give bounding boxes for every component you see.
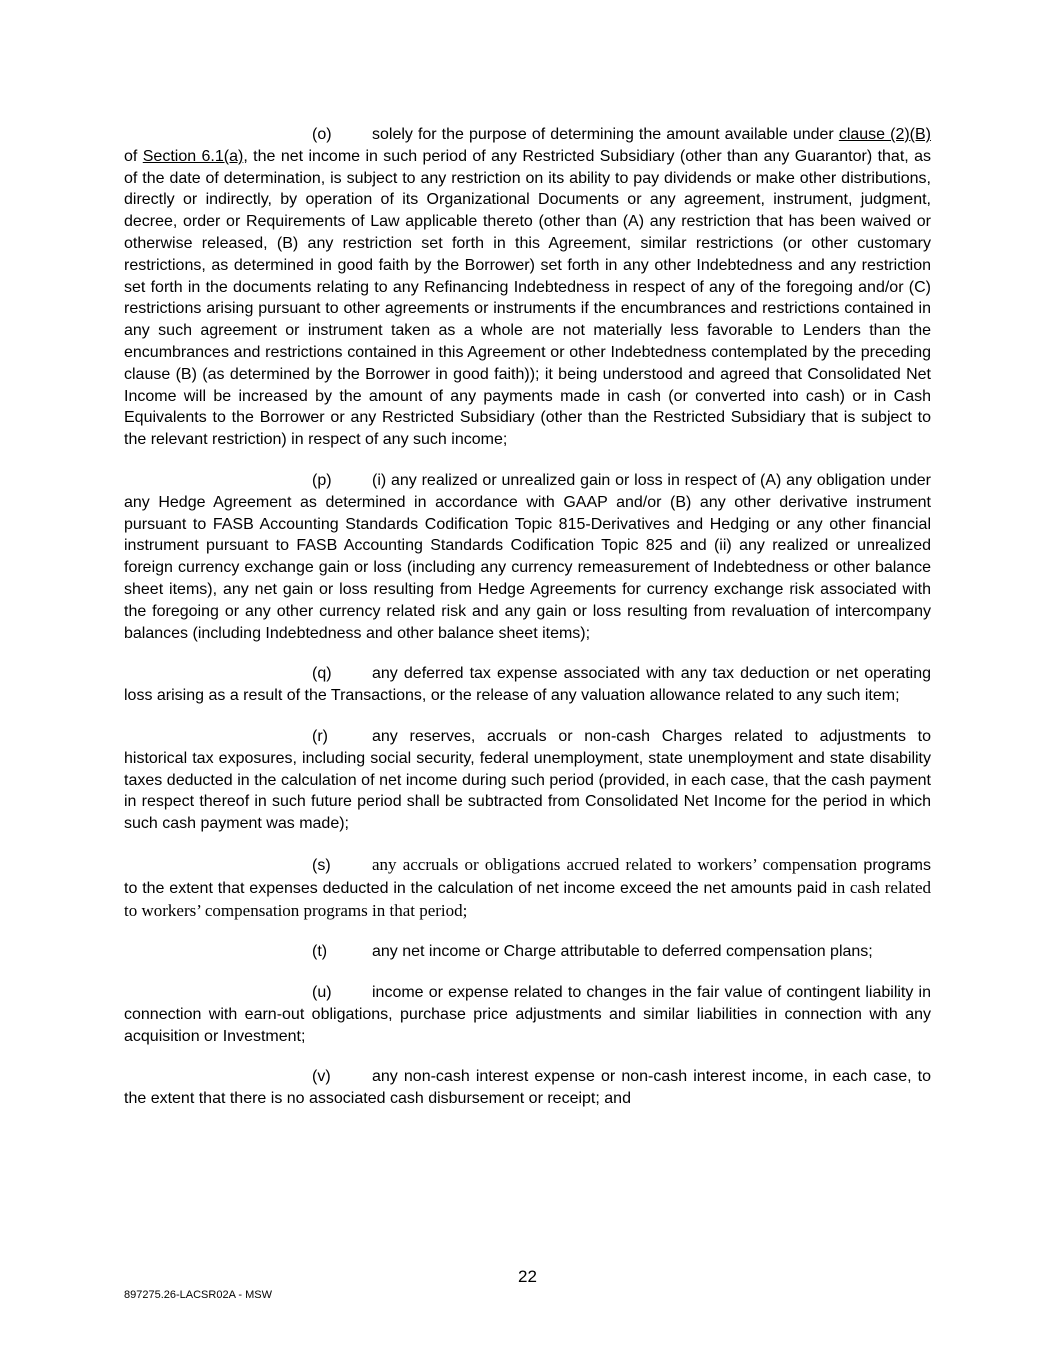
clause-u bbox=[124, 982, 931, 1047]
clause-marker: (s) bbox=[312, 856, 331, 874]
clause-text: any net income or Charge attributable to deferred compensation plans; bbox=[372, 943, 873, 961]
clause-text: income or expense related to changes in the fair value of contingent liability in connection with earn-out obligations, purchase price adjustments and similar liabilities in connection with any acquisition or Investment; bbox=[124, 984, 931, 1045]
section-reference-link: Section 6.1(a) bbox=[142, 147, 244, 165]
clause-text: in cash related to workers’ compensation programs in that period; bbox=[124, 877, 932, 920]
page-number: 22 bbox=[518, 1267, 537, 1286]
clause-v bbox=[124, 1066, 931, 1110]
clause-p bbox=[124, 470, 931, 644]
clause-marker: (u) bbox=[312, 984, 332, 1002]
document-id-footer: 897275.26-LACSR02A - MSW bbox=[124, 1289, 272, 1301]
clause-marker: (r) bbox=[312, 727, 328, 745]
clause-q bbox=[124, 663, 931, 707]
clause-text: any reserves, accruals or non-cash Charges related to adjustments to historical tax exposures, including social security, federal unemployment, state unemployment and state disability taxes deducted in the calculation of net income during such period (provided, in each case, that the cash payment in respect thereof in such future period shall be subtracted from Consolidated Net Income for the period in which such cash payment was made); bbox=[124, 727, 931, 833]
document-body bbox=[124, 124, 931, 1129]
clause-text: (i) any realized or unrealized gain or loss in respect of (A) any obligation under any Hedge Agreement as determined in accordance with GAAP and/or (B) any other derivative instrument pursuant to FASB Accounting Standards Codification Topic 815-Derivatives and Hedging or any other financial instrument pursuant to FASB Accounting Standards Codification Topic 825 and (ii) any realized or unrealized foreign currency exchange gain or loss (including any currency remeasurement of Indebtedness or other balance sheet items), any net gain or loss resulting from Hedge Agreements for currency exchange risk associated with the foregoing or any other currency related risk and any gain or loss resulting from revaluation of intercompany balances (including Indebtedness and other balance sheet items); bbox=[124, 471, 931, 642]
clause-marker: (o) bbox=[312, 126, 332, 143]
clause-text: , the net income in such period of any Restricted Subsidiary (other than any Guarantor) that, as of the date of determination, is subject to any restriction on its ability to pay dividends or make other distributions, directly or indirectly, by operation of its Organizational Documents or any agreement, instrument, judgment, decree, order or Requirements of Law applicable thereto (other than (A) any restriction that has been waived or otherwise released, (B) any restriction set forth in this Agreement, similar restrictions (or other customary restrictions, as determined in good faith by the Borrower) set forth in any other Indebtedness and any restriction set forth in the documents relating to any Refinancing Indebtedness in respect of any of the foregoing and/or (C) restrictions arising pursuant to other agreements or instruments if the encumbrances and restrictions contained in any such agreement or instrument taken as a whole are not materially less favorable to Lenders than the encumbrances and restrictions contained in this Agreement or other Indebtedness contemplated by the preceding clause (B) (as determined by the Borrower in good faith)); it being understood and agreed that Consolidated Net Income will be increased by the amount of any payments made in cash (or converted into cash) or in Cash Equivalents to the Borrower or any Restricted Subsidiary (other than the Restricted Subsidiary that is subject to the relevant restriction) in respect of any such income; bbox=[124, 147, 932, 449]
clause-o bbox=[124, 124, 931, 451]
clause-r bbox=[124, 726, 931, 835]
clause-marker: (p) bbox=[312, 471, 332, 489]
clause-marker: (t) bbox=[312, 943, 328, 961]
clause-text: any deferred tax expense associated with any tax deduction or net operating loss arising as a result of the Transactions, or the release of any valuation allowance related to any such item; bbox=[124, 665, 931, 705]
clause-reference-link: clause (2)(B) bbox=[838, 126, 932, 143]
clause-text: any non-cash interest expense or non-cash interest income, in each case, to the extent that there is no associated cash disbursement or receipt; and bbox=[124, 1068, 931, 1108]
clause-s bbox=[124, 854, 931, 922]
clause-text: solely for the purpose of determining the amount available under bbox=[372, 126, 834, 143]
clause-t bbox=[124, 941, 931, 963]
clause-marker: (v) bbox=[312, 1068, 331, 1086]
clause-text: programs to the extent that expenses deducted in the calculation of net income exceed the net amounts paid bbox=[124, 856, 931, 897]
clause-text: of bbox=[124, 147, 138, 165]
clause-marker: (q) bbox=[312, 665, 332, 683]
clause-text: any accruals or obligations accrued related to workers’ compensation bbox=[372, 854, 858, 874]
